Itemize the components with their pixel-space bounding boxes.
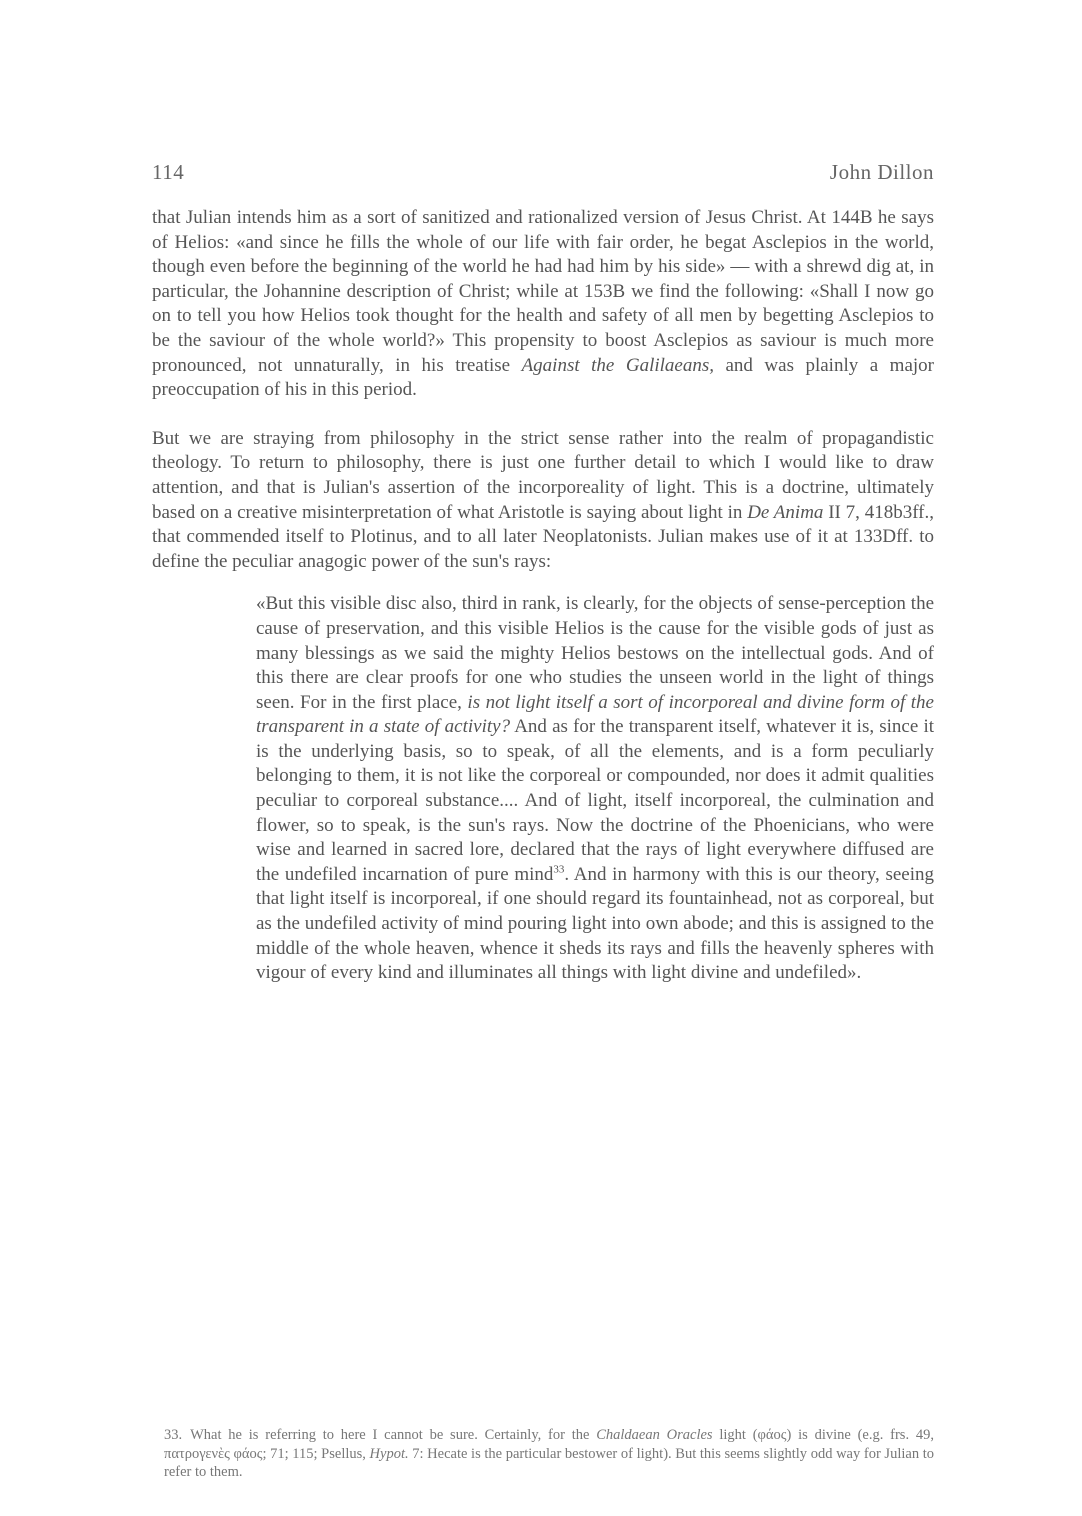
- block-quote: [256, 592, 934, 986]
- italic-title: De Anima: [747, 501, 824, 523]
- text-run: and was plainly a major preoccupation of his in this period.: [152, 354, 934, 401]
- footnote-reference[interactable]: 33: [553, 863, 565, 876]
- italic-title: Hypot.: [369, 1445, 409, 1462]
- italic-title: Chaldaean Oracles: [596, 1427, 713, 1443]
- text-run: light (φάος) is divine (e.g. frs. 49, πατρογενὲς φάος; 71; 115; Psellus,: [164, 1427, 934, 1462]
- text-run: 7: Hecate is the particular bestower of light). But this seems slightly odd way for Julian to refer to them.: [164, 1445, 934, 1480]
- text-run: II 7, 418b3ff., that commended itself to Plotinus, and to all later Neoplatonists. Julian makes use of it at 133Dff. to define the peculiar anagogic power of the sun's rays:: [152, 501, 935, 572]
- paragraph: [152, 427, 934, 575]
- paragraph: [152, 206, 934, 403]
- page-number: 114: [152, 160, 185, 184]
- text-run: . And in harmony with this is our theory, seeing that light itself is incorporeal, if one should regard its fountainhead, not as corporeal, but as the undefiled activity of mind pouring light into own abode; and this is assigned to the middle of the whole heaven, whence it sheds its rays and fills the heavenly spheres with vigour of every kind and illuminates all things with light divine and undefiled».: [256, 863, 934, 984]
- text-run: What he is referring to here I cannot be sure. Certainly, for the: [190, 1427, 597, 1443]
- page-header: [152, 160, 934, 185]
- text-run: «But this visible disc also, third in rank, is clearly, for the objects of sense-perception the cause of preservation, and this visible Helios is the cause for the visible gods of just as many blessings as we said the mighty Helios bestows on the intellectual gods. And of this there are clear proofs for one who studies the unseen world in the light of things seen. For in the first place,: [256, 593, 934, 713]
- italic-emphasis: is not light itself a sort of incorporeal and divine form of the transparent in a state of activity?: [256, 691, 934, 738]
- text-run: But we are straying from philosophy in the strict sense rather into the realm of propagandistic theology. To return to philosophy, there is just one further detail to which I would like to draw attention, and that is Julian's assertion of the incorporeality of light. This is a doctrine, ultimately based on a creative misinterpretation of what Aristotle is saying about light in: [152, 427, 934, 523]
- running-title: John Dillon: [829, 160, 934, 184]
- body-text: [152, 206, 934, 986]
- italic-title: Against the Galilaeans,: [521, 354, 714, 376]
- text-run: that Julian intends him as a sort of sanitized and rationalized version of Jesus Christ. At 144B he says of Helios: «and since he fills the whole of our life with fair order, he begat Asclepios in the world, though even before the beginning of the world he had had him by his side» — with a shrewd dig at, in particular, the Johannine description of Christ; while at 153B we find the following: «Shall I now go on to tell you how Helios took thought for the health and safety of all men by begetting Asclepios to be the saviour of the whole world?» This propensity to boost Asclepios as saviour is much more pronounced, not unnaturally, in his treatise: [152, 207, 934, 376]
- footnote-number: 33.: [164, 1427, 183, 1443]
- footnote: [164, 1426, 934, 1482]
- text-run: And as for the transparent itself, whatever it is, since it is the underlying basis, so to speak, of all the elements, and is a form peculiarly belonging to them, it is not like the corporeal or compounded, nor does it admit qualities peculiar to corporeal substance.... And of light, itself incorporeal, the culmination and flower, so to speak, is the sun's rays. Now the doctrine of the Phoenicians, who were wise and learned in sacred lore, declared that the rays of light everywhere diffused are the undefiled incarnation of pure mind: [256, 716, 934, 885]
